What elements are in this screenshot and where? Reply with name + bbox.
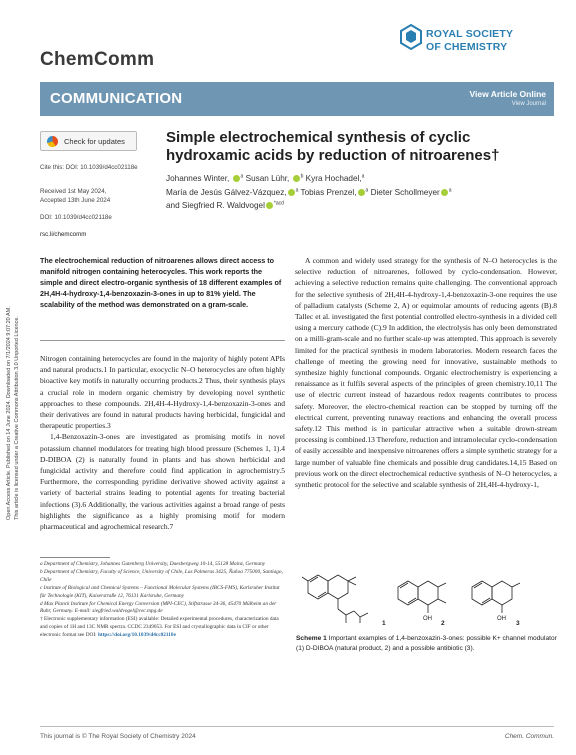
affiliation-mark: a <box>448 186 452 193</box>
abstract-divider <box>40 340 285 341</box>
footnotes <box>40 561 286 640</box>
affiliation-footnote: a Department of Chemistry, Johannes Gutenberg University, Duesbergweg 10-14, 55128 Mainz, Germany <box>40 561 266 567</box>
esi-note: † Electronic supplementary information (ESI) available: Detailed experimental procedures, characterization data and copies of 1H and 13C NMR spectra. CCDC 2349053. For ESI and crystallographic data in CIF or other electronic format see DOI: <box>40 616 279 639</box>
journal-site-link[interactable]: rsc.li/chemcomm <box>40 231 87 238</box>
author-name: Kyra Hochadel, <box>305 174 362 183</box>
article-type: COMMUNICATION <box>50 90 183 107</box>
side-text-line2: This article is licensed under a Creative Commons Attribution 3.0 Unported Licence. <box>13 316 20 520</box>
scheme-caption <box>296 634 558 653</box>
rsc-logo-icon <box>400 24 422 52</box>
scheme-caption-label: Scheme 1 <box>296 635 327 642</box>
cite-this: Cite this: DOI: 10.1039/d4cc02118e <box>40 164 138 171</box>
affiliation-mark: a <box>240 173 244 180</box>
check-for-updates-label: Check for updates <box>64 136 125 146</box>
esi-footnote <box>40 616 286 640</box>
compound-label: 3 <box>516 620 520 627</box>
accepted-date: Accepted 13th June 2024 <box>40 197 111 204</box>
orcid-icon[interactable] <box>233 175 240 182</box>
affiliation-mark: a <box>295 186 299 193</box>
affiliation-footnote: c Institute of Biological and Chemical Systems – Functional Molecular Systems (IBCS-FMS), Karlsruher Institut für Technologie (KIT), Kaiserstraße 12, 76131 Karlsruhe, Germany <box>40 584 280 599</box>
doi: DOI: 10.1039/d4cc02118e <box>40 214 112 221</box>
side-text-line1: Open Access Article. Published on 14 June 2024. Downloaded on 7/1/2024 9:07:20 AM. <box>6 306 12 520</box>
author-name: Susan Lühr, <box>245 174 290 183</box>
paragraph: 1,4-Benzoxazin-3-ones are investigated as promising motifs in novel potassium channel modulators for treating high blood pressure (Schemes 1, 1).4 D-DIBOA (2) is naturally found in plants and has shown herbicidal and fungicidal activity and therefore could find application in agrochemistry.5 Furthermore, the corresponding pyridine derivative showed activity against a variety of bacterial strains leading to potential agents for treating bacterial infections (3).6 Additionally, the various activities against a broad range of pests highlights the significance as a highly promising motif for modern pharmaceutical and agrochemical research.7 <box>40 432 285 532</box>
orcid-icon[interactable] <box>288 189 295 196</box>
orcid-icon[interactable] <box>266 202 273 209</box>
scheme-caption-text: Important examples of 1,4-benzoxazin-3-ones: possible K+ channel modulator (1) D-DIBOA (natural product, 2) and a possible antibiotic (3). <box>296 635 557 652</box>
footnote-divider <box>40 557 110 558</box>
orcid-icon[interactable] <box>441 189 448 196</box>
author-name: Johannes Winter, <box>166 174 230 183</box>
footer-copyright: This journal is © The Royal Society of Chemistry 2024 <box>40 733 196 740</box>
compound-2-structure <box>398 581 446 613</box>
publisher-line2: OF CHEMISTRY <box>426 41 508 53</box>
right-column-paragraph: A common and widely used strategy for the synthesis of N–O heterocycles is the selective reduction of nitroarenes, followed by cyclo-condensation. However, achieving a selective reduction remains quite challenging. The conventional approach for the selective synthesis of 2H,4H-4-hydroxy-1,4-benzoxazin-3-one requires the use of palladium catalysts (Scheme 2, A) or equimolar amounts of reducing agents (B).8 Tallec et al. investigated the first potential controlled electro-synthesis in a divided cell using a mercury cathode (C).9 In addition, the electrolysis has only been demonstrated on a milli-gram-scale and no further scale-up was attempted. This approach is severely limited for the practical synthesis in modern laboratories. Modern research faces the challenge of meeting the growing need for innovative, sustainable methods to synthesize highly functional compounds. Organic electrochemistry is experiencing a renaissance as it fulfils several aspects of the principles of green chemistry.10,11 The use of electric current instead of hazardous redox reagents contributes to process safety. Moreover, the electro-chemical reaction can be stopped by turning off the electrical current, preventing runaway reactions and enhancing the overall process safety.12 This method is in particular attractive when a suitable drown-stream processing is combined.13 Therefore, reduction and intramolecular cyclo-condensation of easily accessible and inexpensive nitroarenes offers a simple synthetic strategy for a large number of valuable fine chemicals and possible drug candidates.14,15 Based on previous work on the direct electrochemical reductive synthesis of N–O heterocycles, a synthetic protocol for the selective and scalable synthesis of 2H,4H-4-hydroxy-1, <box>295 256 557 490</box>
compound-1-structure <box>302 575 368 623</box>
paragraph: Nitrogen containing heterocycles are found in the majority of highly potent APIs and natural products.1 In particular, exocyclic N–O heterocycles are often highly bioactive key motifs in naturally occurring products.2 Thus, their synthesis plays a crucial role in modern organic chemistry by developing novel synthetic approaches to these compounds. 2H,4H-4-Hydroxy-1,4-benzoxazin-3-ones and their derivatives are found in natural products having herbicidal, fungicidal and therapeutic properties.3 <box>40 354 285 431</box>
view-article-online-link[interactable]: View Article Online <box>469 89 546 99</box>
check-for-updates-button[interactable] <box>40 131 137 151</box>
footer-journal: Chem. Commun. <box>504 733 554 740</box>
orcid-icon[interactable] <box>358 189 365 196</box>
crossmark-icon <box>47 136 58 147</box>
orcid-icon[interactable] <box>293 175 300 182</box>
author-name: Tobias Prenzel, <box>300 187 357 197</box>
article-title: Simple electrochemical synthesis of cyclic hydroxamic acids by reduction of nitroarenes† <box>166 129 500 164</box>
authors <box>166 172 556 213</box>
open-access-side-text <box>6 140 21 520</box>
compound-label: 2 <box>441 620 445 627</box>
affiliation-mark: a <box>361 173 365 180</box>
esi-doi-link[interactable]: https://doi.org/10.1039/d4cc02118e <box>97 632 176 639</box>
footer-divider <box>40 726 554 727</box>
scheme-1-structures <box>296 567 558 629</box>
author-name: Dieter Schollmeyer <box>370 187 440 197</box>
compound-3-structure <box>472 581 520 613</box>
affiliation-footnote: b Department of Chemistry, Faculty of Science, University of Chile, Las Palmeras 3425, Ñuñoa 775000, Santiago, Chile <box>40 568 283 583</box>
affiliation-mark: a <box>365 186 369 193</box>
abstract: The electrochemical reduction of nitroarenes allows direct access to manifold nitrogen containing heterocycles. This work reports the simple and direct electro-organic synthesis of 18 different examples of 2H,4H-4-hydroxy-1,4-benzoxazin-3-ones in up to 81% yield. The scalability of the method was demonstrated on a gram-scale. <box>40 256 282 309</box>
received-date: Received 1st May 2024, <box>40 188 107 195</box>
rsc-logo <box>400 24 570 56</box>
oh-label: OH <box>423 616 432 622</box>
author-name: María de Jesús Gálvez-Vázquez, <box>166 187 287 197</box>
affiliation-mark: *acd <box>273 200 284 207</box>
affiliation-footnote: d Max Planck Institute for Chemical Energy Conversion (MPI-CEC), Stiftstrasse 34-36, 45470 Mülheim an der Ruhr, Germany. E-mail: siegfried.waldvogel@cec.mpg.de <box>40 600 277 615</box>
oh-label: OH <box>497 616 506 622</box>
author-name: and Siegfried R. Waldvogel <box>166 201 265 210</box>
compound-label: 1 <box>382 620 386 627</box>
left-column <box>40 353 285 532</box>
publisher-line1: ROYAL SOCIETY <box>426 28 514 40</box>
view-journal-link[interactable]: View Journal <box>511 101 546 107</box>
affiliation-mark: b <box>300 173 304 180</box>
journal-name: ChemComm <box>40 49 155 70</box>
